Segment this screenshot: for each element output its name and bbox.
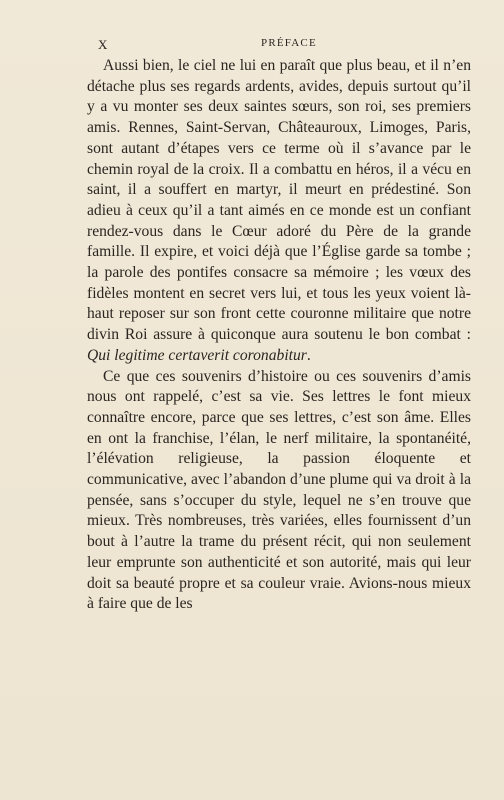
- page-number: X: [98, 37, 108, 52]
- paragraph-2: Ce que ces souvenirs d’histoire ou ces souvenirs d’amis nous ont rappelé, c’est sa vie. Ses lettres le font mieux connaître encore, parce que ses lettres, c’est son âme. Elles en ont la franchise, l’élan, le nerf militaire, la spontanéité, l’élévation religieuse, la passion éloquente et communicative, avec l’abandon d’une plume qui va droit à la pensée, sans s’occuper du style, lequel ne s’en trouve que mieux. Très nombreuses, très variées, elles fournissent d’un bout à l’autre la trame du présent récit, qui non seulement leur emprunte son authenticité et son autorité, mais qui leur doit sa beauté propre et sa couleur vraie. Avions-nous mieux à faire que de les: [87, 367, 471, 613]
- body-text: [87, 56, 471, 615]
- paragraph-1: [87, 56, 471, 367]
- paragraph-1-text: Aussi bien, le ciel ne lui en paraît que plus beau, et il n’en détache plus ses regards ardents, avides, depuis surtout qu’il y a vu monter ses deux saintes sœurs, son roi, ses premiers amis. Rennes, Saint-Servan, Châteauroux, Limoges, Paris, sont autant d’étapes vers ce terme où il s’avance par le chemin royal de la croix. Il a combattu en héros, il a vécu en saint, il a souffert en martyr, il meurt en prédestiné. Son adieu à ceux qu’il a tant aimés en ce monde est un confiant rendez-vous dans le Cœur adoré du Père de la grande famille. Il expire, et voici déjà que l’Église garde sa tombe ; la parole des pontifes consacre sa mémoire ; les vœux des fidèles montent en secret vers lui, et tous les yeux voient là-haut reposer sur son front cette couronne militaire que notre divin Roi assure à quiconque aura soutenu le bon combat :: [87, 57, 471, 344]
- page-header: [98, 37, 398, 53]
- latin-quote: Qui legitime certaverit coronabitur: [87, 346, 307, 364]
- paragraph-1-end: .: [306, 346, 311, 364]
- running-title: PRÉFACE: [261, 37, 317, 49]
